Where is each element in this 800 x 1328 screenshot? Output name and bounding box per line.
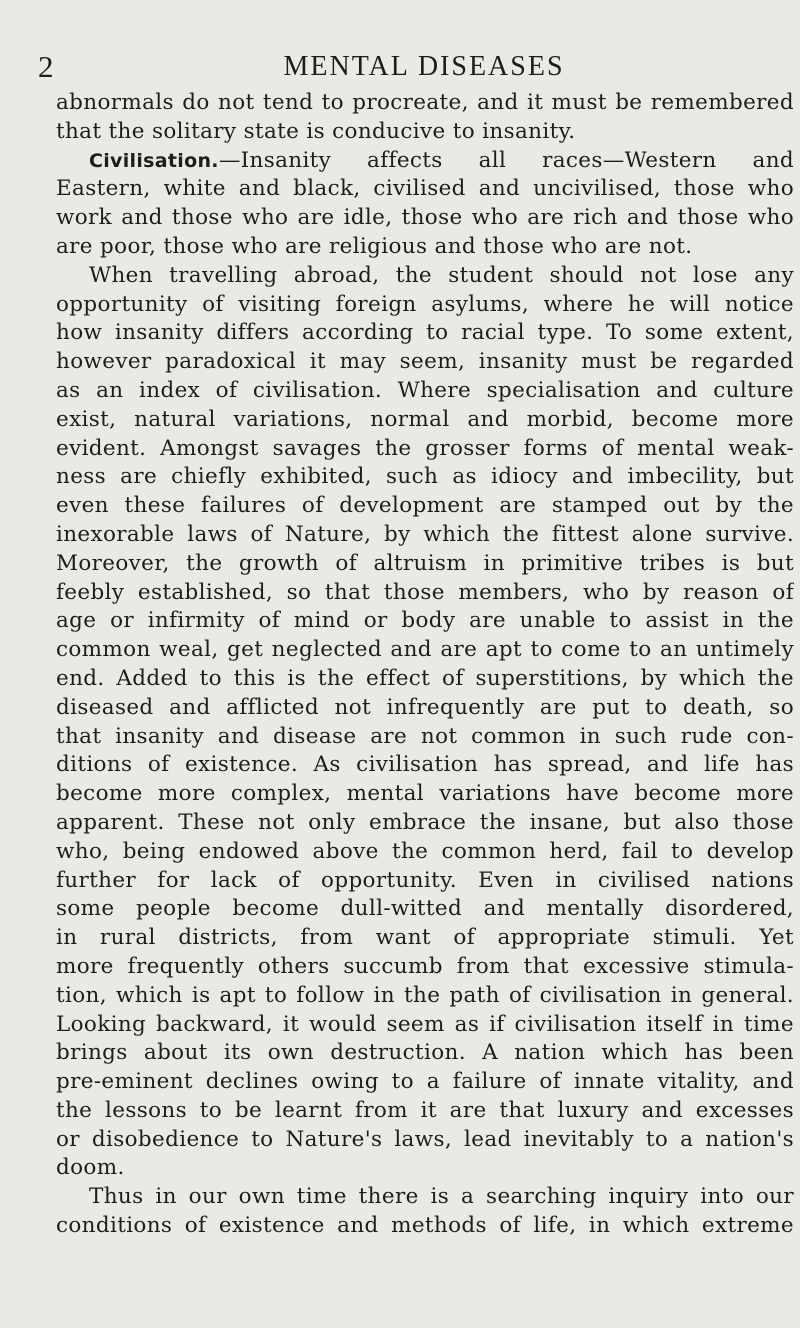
text-line: tion, which is apt to follow in the path of civilisation in general. bbox=[56, 982, 794, 1008]
text-line: as an index of civilisation. Where specialisation and culture bbox=[56, 377, 794, 403]
text-line: doom. bbox=[56, 1155, 125, 1181]
text-line: in rural districts, from want of appropriate stimuli. Yet bbox=[56, 925, 794, 951]
section-text: —Insanity affects all races—Western and bbox=[218, 147, 794, 173]
text-line: are poor, those who are religious and those who are not. bbox=[56, 233, 693, 259]
running-head: MENTAL DISEASES bbox=[283, 51, 565, 82]
page-number: 2 bbox=[38, 49, 54, 84]
text-line: feebly established, so that those members, who by reason of bbox=[56, 579, 794, 605]
text-line: or disobedience to Nature's laws, lead inevitably to a nation's bbox=[56, 1126, 794, 1152]
text-line: evident. Amongst savages the grosser forms of mental weak- bbox=[56, 435, 794, 461]
text-line: more frequently others succumb from that excessive stimula- bbox=[56, 953, 794, 979]
text-line: common weal, get neglected and are apt to come to an untimely bbox=[56, 637, 794, 663]
text-line: work and those who are idle, those who are rich and those who bbox=[56, 205, 794, 231]
text-line: that insanity and disease are not common in such rude con- bbox=[56, 723, 794, 749]
text-line: how insanity differs according to racial type. To some extent, bbox=[56, 320, 794, 346]
text-line: brings about its own destruction. A nation which has been bbox=[56, 1040, 794, 1066]
text-line: ditions of existence. As civilisation has spread, and life has bbox=[56, 752, 794, 778]
text-line: abnormals do not tend to procreate, and it must be remembered bbox=[56, 90, 794, 115]
text-line: end. Added to this is the effect of superstitions, by which the bbox=[56, 665, 794, 691]
text-line: age or infirmity of mind or body are unable to assist in the bbox=[56, 608, 794, 634]
text-line: Eastern, white and black, civilised and uncivilised, those who bbox=[56, 176, 794, 202]
text-line: become more complex, mental variations have become more bbox=[56, 781, 794, 807]
text-line: ness are chiefly exhibited, such as idiocy and imbecility, but bbox=[56, 464, 794, 490]
text-line: When travelling abroad, the student should not lose any bbox=[89, 262, 794, 288]
text-line: who, being endowed above the common herd, fail to develop bbox=[56, 838, 794, 864]
text-line: that the solitary state is conducive to insanity. bbox=[56, 118, 576, 144]
text-line: diseased and afflicted not infrequently are put to death, so bbox=[56, 694, 794, 720]
text-line: Thus in our own time there is a searching inquiry into our bbox=[89, 1184, 794, 1210]
text-line: pre-eminent declines owing to a failure of innate vitality, and bbox=[56, 1069, 794, 1095]
page-header bbox=[38, 50, 770, 86]
text-line: the lessons to be learnt from it are that luxury and excesses bbox=[56, 1097, 794, 1123]
text-line: exist, natural variations, normal and morbid, become more bbox=[56, 406, 794, 432]
section-civilisation-line bbox=[56, 147, 794, 176]
body-text bbox=[56, 89, 794, 1241]
text-line: inexorable laws of Nature, by which the fittest alone survive. bbox=[56, 521, 794, 547]
text-line: apparent. These not only embrace the insane, but also those bbox=[56, 809, 794, 835]
text-line: conditions of existence and methods of life, in which extreme bbox=[56, 1213, 794, 1239]
section-heading-civilisation: Civilisation. bbox=[89, 149, 219, 172]
text-line: even these failures of development are stamped out by the bbox=[56, 493, 794, 519]
text-line: Looking backward, it would seem as if civilisation itself in time bbox=[56, 1011, 794, 1037]
text-line: however paradoxical it may seem, insanity must be regarded bbox=[56, 349, 794, 375]
text-line: further for lack of opportunity. Even in civilised nations bbox=[56, 867, 794, 893]
text-line: Moreover, the growth of altruism in primitive tribes is but bbox=[56, 550, 794, 576]
text-line: some people become dull-witted and mentally disordered, bbox=[56, 896, 794, 922]
text-line: opportunity of visiting foreign asylums, where he will notice bbox=[56, 291, 794, 317]
